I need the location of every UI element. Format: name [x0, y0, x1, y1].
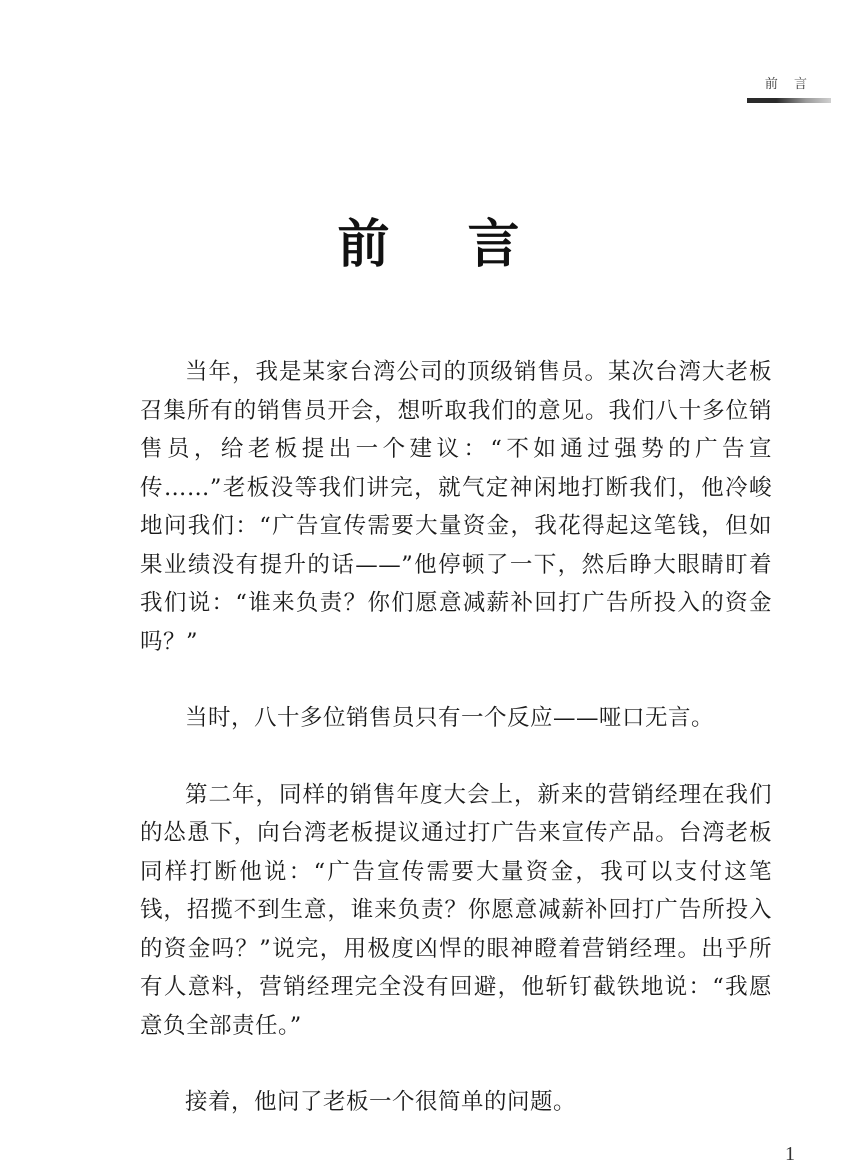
paragraph-4: 接着，他问了老板一个很简单的问题。 — [185, 1089, 577, 1115]
page-number: 1 — [785, 1143, 795, 1165]
body-text — [140, 353, 772, 1122]
running-header-title: 前 言 — [764, 77, 814, 92]
paragraph-gap — [140, 661, 772, 699]
running-header-bar — [747, 98, 831, 103]
paragraph-gap — [140, 1045, 772, 1083]
paragraph-2: 当时，八十多位销售员只有一个反应——哑口无言。 — [185, 705, 715, 731]
paragraph-1: 当年，我是某家台湾公司的顶级销售员。某次台湾大老板召集所有的销售员开会，想听取我们的意见。我们八十多位销售员，给老板提出一个建议：“不如通过强势的广告宣传……”老板没等我们讲完，就气定神闲地打断我们，他冷峻地问我们：“广告宣传需要大量资金，我花得起这笔钱，但如果业绩没有提升的话——”他停顿了一下，然后睁大眼睛盯着我们说：“谁来负责？你们愿意减薪补回打广告所投入的资金吗？” — [140, 359, 772, 655]
paragraph-3: 第二年，同样的销售年度大会上，新来的营销经理在我们的怂恿下，向台湾老板提议通过打广告来宣传产品。台湾老板同样打断他说：“广告宣传需要大量资金，我可以支付这笔钱，招揽不到生意，谁来负责？你愿意减薪补回打广告所投入的资金吗？”说完，用极度凶悍的眼神瞪着营销经理。出乎所有人意料，营销经理完全没有回避，他斩钉截铁地说：“我愿意负全部责任。” — [140, 781, 772, 1039]
running-header — [747, 78, 831, 103]
paragraph-gap — [140, 738, 772, 776]
page-title: 前 言 — [337, 215, 550, 275]
